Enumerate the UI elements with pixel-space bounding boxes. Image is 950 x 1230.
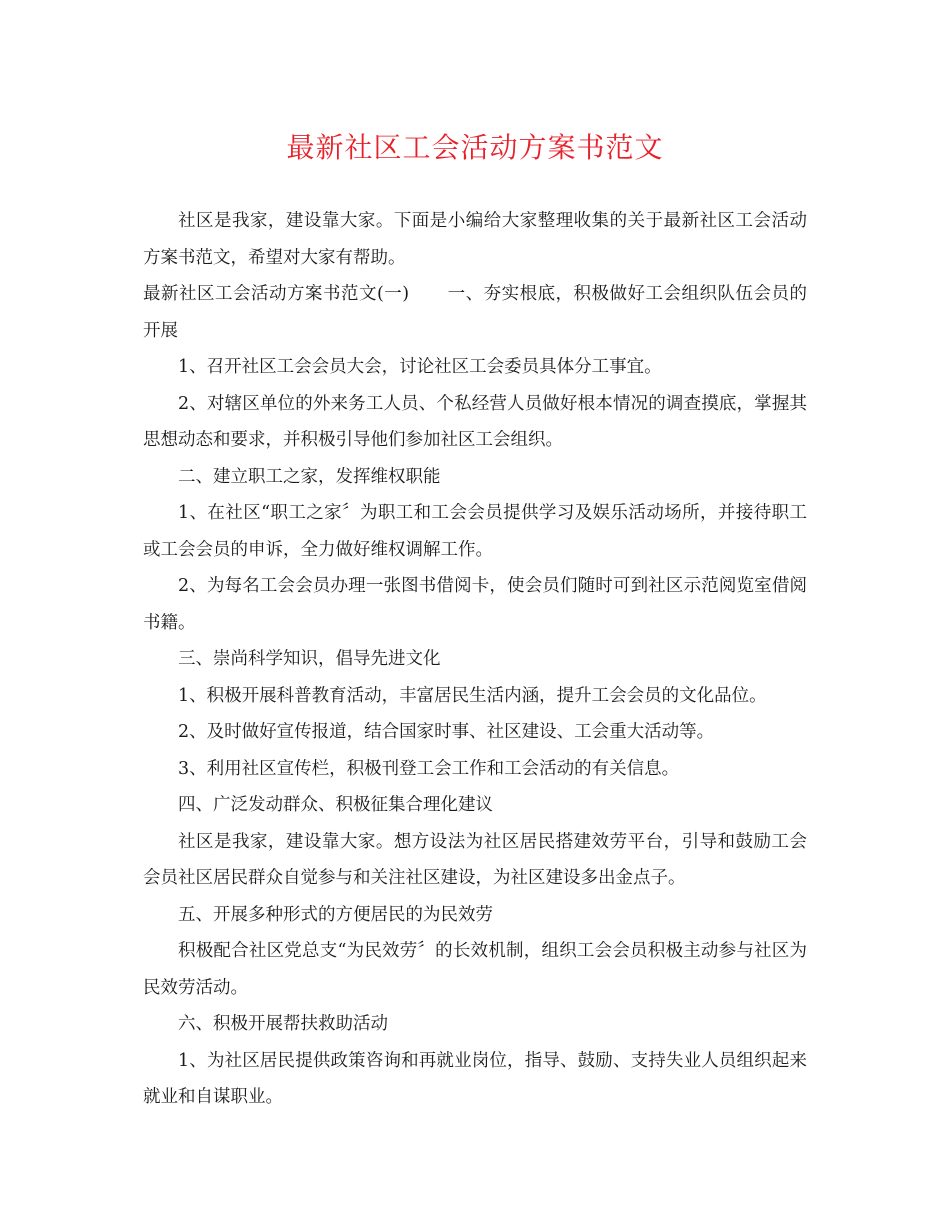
paragraph: 2、及时做好宣传报道，结合国家时事、社区建设、工会重大活动等。: [178, 722, 715, 742]
paragraph: 3、利用社区宣传栏，积极刊登工会工作和工会活动的有关信息。: [178, 758, 680, 779]
paragraph: 2、为每名工会会员办理一张图书借阅卡，使会员们随时可到社区示范阅览室借阅书籍。: [143, 576, 807, 633]
section-heading-4: 四、广泛发动群众、积极征集合理化建议: [178, 795, 493, 815]
section-heading-1: 一、夯实根底，积极做好工会组织队伍会员的开展: [143, 284, 808, 341]
section-heading-3: 三、崇尚科学知识，倡导先进文化: [178, 649, 441, 669]
subtitle-label: 最新社区工会活动方案书范文(一): [143, 284, 410, 304]
paragraph: 社区是我家，建设靠大家。想方设法为社区居民搭建效劳平台，引导和鼓励工会会员社区居民群众自觉参与和关注社区建设，为社区建设多出金点子。: [143, 831, 807, 888]
section-heading-5: 五、开展多种形式的方便居民的为民效劳: [178, 904, 493, 925]
section-heading-2: 二、建立职工之家，发挥维权职能: [178, 466, 441, 487]
paragraph: 积极配合社区党总支“为民效劳〞的长效机制，组织工会会员积极主动参与社区为民效劳活动。: [143, 941, 807, 998]
section-heading-6: 六、积极开展帮扶救助活动: [178, 1014, 388, 1034]
paragraph: 1、召开社区工会会员大会，讨论社区工会委员具体分工事宜。: [178, 357, 662, 377]
paragraph: 1、为社区居民提供政策咨询和再就业岗位，指导、鼓励、支持失业人员组织起来就业和自谋职业。: [143, 1050, 807, 1107]
paragraph: 2、对辖区单位的外来务工人员、个私经营人员做好根本情况的调查摸底，掌握其思想动态和要求，并积极引导他们参加社区工会组织。: [143, 393, 807, 450]
paragraph-subtitle: [143, 276, 807, 349]
document-title: 最新社区工会活动方案书范文: [286, 131, 664, 164]
paragraph: 1、在社区“职工之家〞为职工和工会会员提供学习及娱乐活动场所，并接待职工或工会会员的申诉，全力做好维权调解工作。: [143, 503, 807, 560]
document-body: [143, 203, 807, 1116]
paragraph-intro: 社区是我家，建设靠大家。下面是小编给大家整理收集的关于最新社区工会活动方案书范文，希望对大家有帮助。: [143, 211, 807, 268]
paragraph: 1、积极开展科普教育活动，丰富居民生活内涵，提升工会会员的文化品位。: [178, 685, 767, 706]
